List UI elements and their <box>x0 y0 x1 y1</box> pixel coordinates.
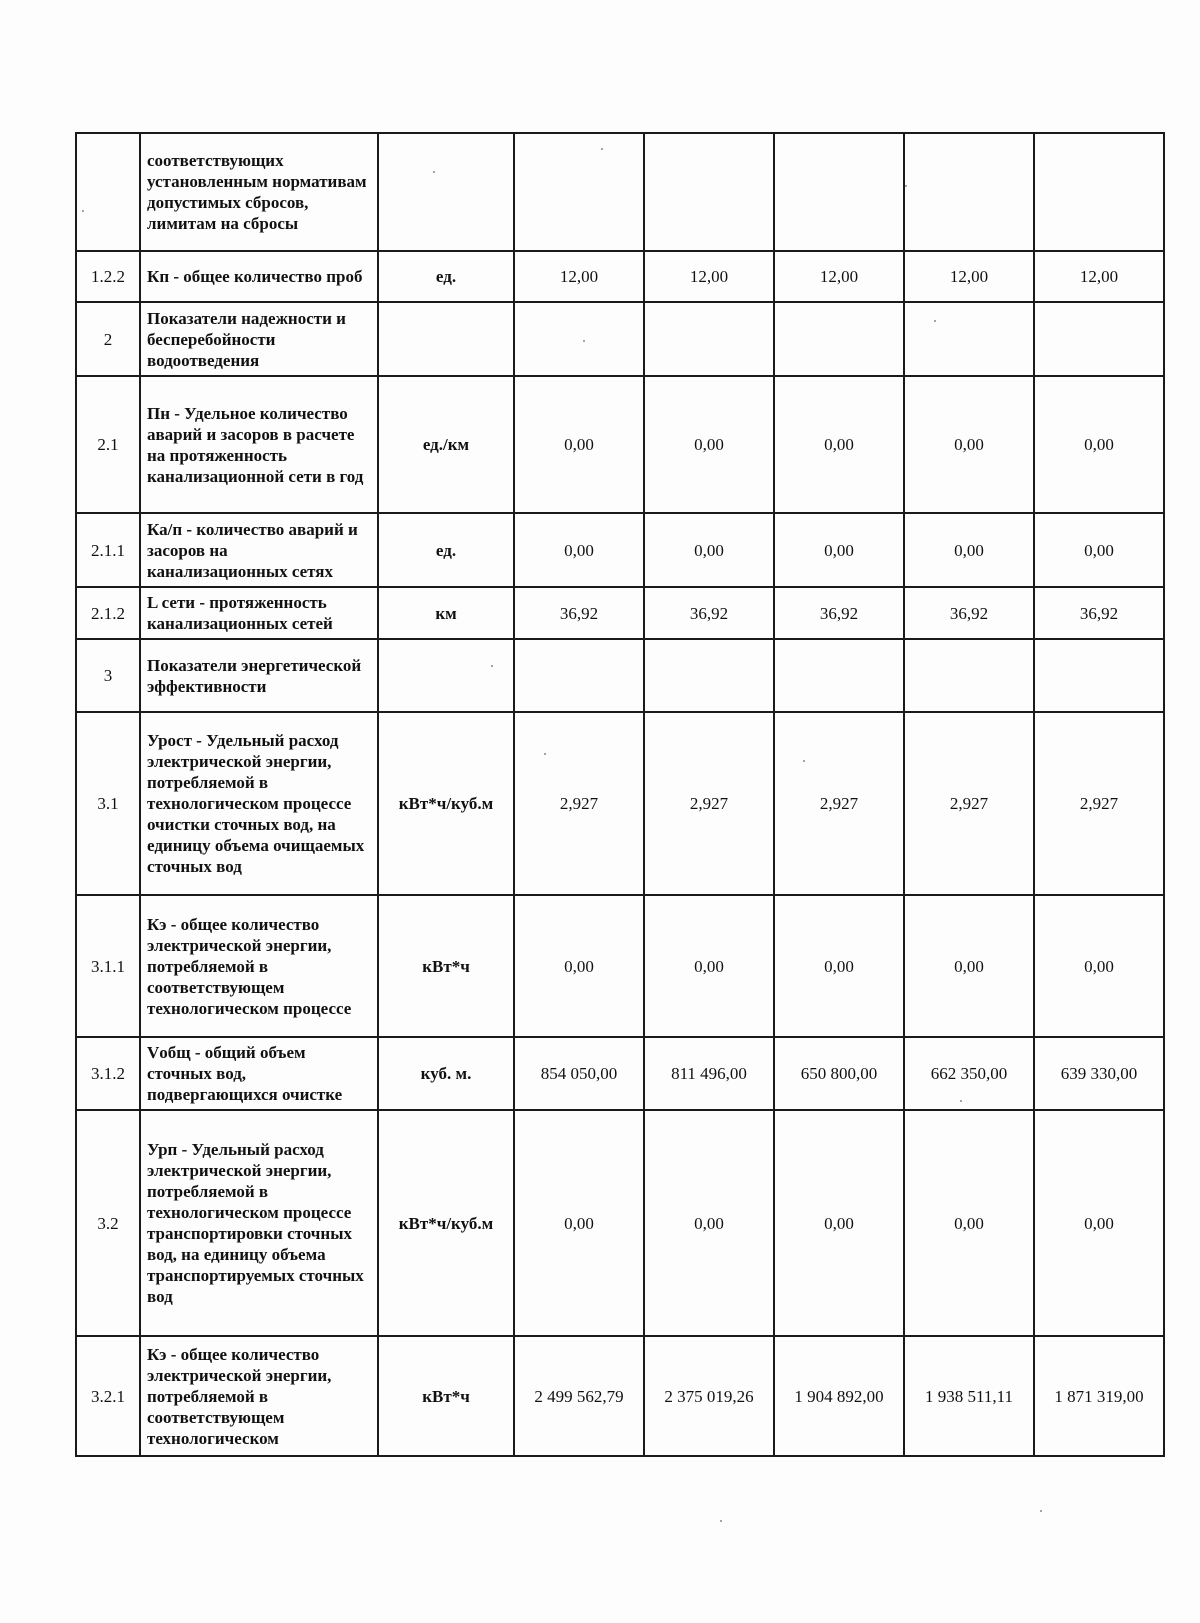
indicators-table <box>75 132 1165 1457</box>
value-cell: 0,00 <box>904 895 1034 1037</box>
scan-speck <box>1040 1510 1042 1512</box>
value-cell: 0,00 <box>774 1110 904 1336</box>
value-cell <box>514 302 644 376</box>
row-number-cell: 3 <box>76 639 140 712</box>
value-cell <box>774 639 904 712</box>
value-cell <box>514 639 644 712</box>
value-cell: 36,92 <box>904 587 1034 639</box>
row-number-cell: 2.1.1 <box>76 513 140 587</box>
value-cell: 1 904 892,00 <box>774 1336 904 1456</box>
value-cell: 0,00 <box>514 376 644 513</box>
indicator-name-cell: Показатели энергетической эффективности <box>140 639 378 712</box>
value-cell: 2,927 <box>644 712 774 895</box>
unit-cell: км <box>378 587 514 639</box>
scan-speck <box>491 665 493 667</box>
scan-speck <box>544 753 546 755</box>
row-number-cell: 2.1.2 <box>76 587 140 639</box>
table-body <box>76 133 1164 1456</box>
unit-cell: кВт*ч/куб.м <box>378 1110 514 1336</box>
value-cell: 811 496,00 <box>644 1037 774 1110</box>
value-cell: 0,00 <box>644 895 774 1037</box>
value-cell: 662 350,00 <box>904 1037 1034 1110</box>
value-cell <box>774 302 904 376</box>
unit-cell: куб. м. <box>378 1037 514 1110</box>
unit-cell: ед. <box>378 513 514 587</box>
row-number-cell: 2.1 <box>76 376 140 513</box>
value-cell <box>904 302 1034 376</box>
row-number-cell: 1.2.2 <box>76 251 140 302</box>
table-row <box>76 1110 1164 1336</box>
scan-speck <box>82 210 84 212</box>
indicator-name-cell: Кп - общее количество проб <box>140 251 378 302</box>
scan-speck <box>720 1520 722 1522</box>
scan-speck <box>583 340 585 342</box>
value-cell: 0,00 <box>644 1110 774 1336</box>
value-cell: 0,00 <box>1034 895 1164 1037</box>
value-cell: 12,00 <box>644 251 774 302</box>
value-cell: 0,00 <box>904 376 1034 513</box>
value-cell: 36,92 <box>774 587 904 639</box>
value-cell: 0,00 <box>1034 1110 1164 1336</box>
value-cell: 0,00 <box>514 1110 644 1336</box>
unit-cell <box>378 133 514 251</box>
scan-speck <box>905 185 907 187</box>
indicator-name-cell: Показатели надежности и бесперебойности водоотведения <box>140 302 378 376</box>
value-cell <box>904 133 1034 251</box>
table-row <box>76 895 1164 1037</box>
scan-speck <box>934 320 936 322</box>
indicator-name-cell: Ка/п - количество аварий и засоров на канализационных сетях <box>140 513 378 587</box>
value-cell: 0,00 <box>774 895 904 1037</box>
row-number-cell <box>76 133 140 251</box>
unit-cell <box>378 302 514 376</box>
value-cell: 2,927 <box>1034 712 1164 895</box>
value-cell: 2 499 562,79 <box>514 1336 644 1456</box>
value-cell: 36,92 <box>514 587 644 639</box>
indicator-name-cell: Кэ - общее количество электрической энергии, потребляемой в соответствующем технологическом <box>140 1336 378 1456</box>
row-number-cell: 3.2 <box>76 1110 140 1336</box>
value-cell: 2 375 019,26 <box>644 1336 774 1456</box>
indicator-name-cell: Vобщ - общий объем сточных вод, подвергающихся очистке <box>140 1037 378 1110</box>
table-row <box>76 133 1164 251</box>
scan-speck <box>960 1100 962 1102</box>
value-cell <box>644 133 774 251</box>
row-number-cell: 3.2.1 <box>76 1336 140 1456</box>
unit-cell: ед. <box>378 251 514 302</box>
value-cell <box>644 302 774 376</box>
unit-cell <box>378 639 514 712</box>
value-cell <box>644 639 774 712</box>
scan-speck <box>803 760 805 762</box>
unit-cell: кВт*ч/куб.м <box>378 712 514 895</box>
value-cell: 854 050,00 <box>514 1037 644 1110</box>
value-cell: 0,00 <box>1034 376 1164 513</box>
value-cell: 650 800,00 <box>774 1037 904 1110</box>
table-row <box>76 587 1164 639</box>
table-row <box>76 302 1164 376</box>
row-number-cell: 2 <box>76 302 140 376</box>
unit-cell: ед./км <box>378 376 514 513</box>
value-cell <box>1034 639 1164 712</box>
row-number-cell: 3.1 <box>76 712 140 895</box>
value-cell: 2,927 <box>774 712 904 895</box>
value-cell: 639 330,00 <box>1034 1037 1164 1110</box>
value-cell: 1 871 319,00 <box>1034 1336 1164 1456</box>
value-cell <box>514 133 644 251</box>
table-row <box>76 513 1164 587</box>
indicator-name-cell: Кэ - общее количество электрической энергии, потребляемой в соответствующем технологическом процессе <box>140 895 378 1037</box>
value-cell: 36,92 <box>1034 587 1164 639</box>
value-cell: 12,00 <box>514 251 644 302</box>
indicator-name-cell: Пн - Удельное количество аварий и засоров в расчете на протяженность канализационной сети в год <box>140 376 378 513</box>
row-number-cell: 3.1.1 <box>76 895 140 1037</box>
value-cell: 2,927 <box>904 712 1034 895</box>
value-cell <box>904 639 1034 712</box>
table-row <box>76 712 1164 895</box>
value-cell <box>1034 133 1164 251</box>
unit-cell: кВт*ч <box>378 1336 514 1456</box>
value-cell: 0,00 <box>644 376 774 513</box>
value-cell <box>1034 302 1164 376</box>
indicator-name-cell: Урп - Удельный расход электрической энергии, потребляемой в технологическом процессе транспортировки сточных вод, на единицу объема транспортируемых сточных вод <box>140 1110 378 1336</box>
value-cell: 0,00 <box>514 895 644 1037</box>
value-cell: 0,00 <box>644 513 774 587</box>
value-cell <box>774 133 904 251</box>
value-cell: 1 938 511,11 <box>904 1336 1034 1456</box>
value-cell: 12,00 <box>904 251 1034 302</box>
value-cell: 0,00 <box>1034 513 1164 587</box>
value-cell: 0,00 <box>904 513 1034 587</box>
value-cell: 2,927 <box>514 712 644 895</box>
table-row <box>76 251 1164 302</box>
value-cell: 0,00 <box>774 513 904 587</box>
value-cell: 0,00 <box>774 376 904 513</box>
value-cell: 0,00 <box>904 1110 1034 1336</box>
indicator-name-cell: соответствующих установленным нормативам допустимых сбросов, лимитам на сбросы <box>140 133 378 251</box>
table-row <box>76 1336 1164 1456</box>
indicator-name-cell: L сети - протяженность канализационных сетей <box>140 587 378 639</box>
table-row <box>76 639 1164 712</box>
scan-speck <box>601 148 603 150</box>
value-cell: 36,92 <box>644 587 774 639</box>
indicator-name-cell: Урост - Удельный расход электрической энергии, потребляемой в технологическом процессе очистки сточных вод, на единицу объема очищаемых сточных вод <box>140 712 378 895</box>
scan-speck <box>433 171 435 173</box>
row-number-cell: 3.1.2 <box>76 1037 140 1110</box>
value-cell: 12,00 <box>1034 251 1164 302</box>
table-row <box>76 1037 1164 1110</box>
value-cell: 12,00 <box>774 251 904 302</box>
value-cell: 0,00 <box>514 513 644 587</box>
unit-cell: кВт*ч <box>378 895 514 1037</box>
table-row <box>76 376 1164 513</box>
